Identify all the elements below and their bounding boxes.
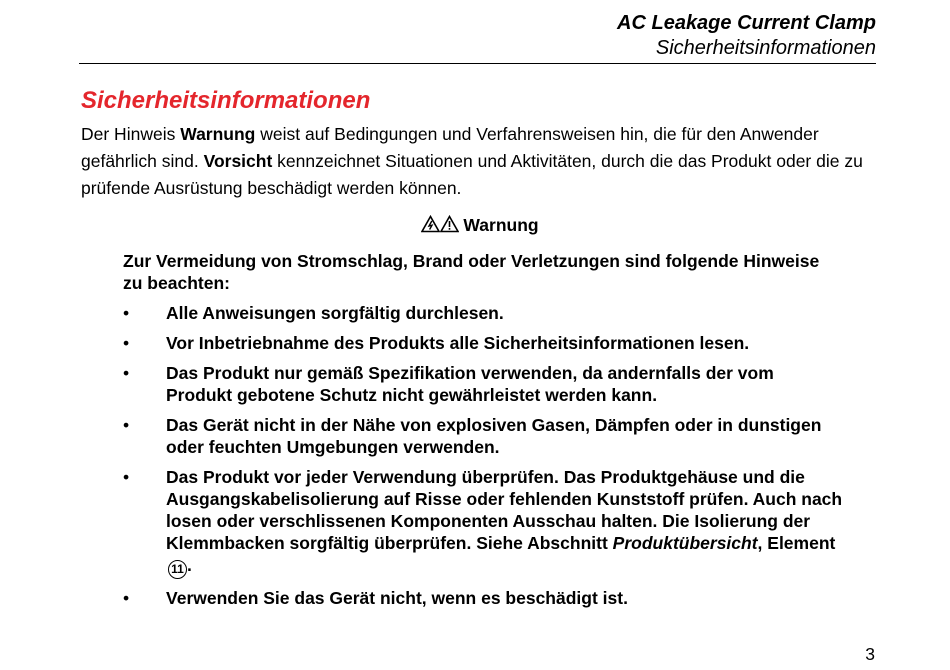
- intro-text-1: Der Hinweis: [81, 124, 181, 144]
- header-divider: [79, 63, 876, 64]
- term-warning: Warnung: [180, 124, 256, 144]
- warning-heading: [0, 212, 950, 241]
- page-header: [617, 11, 876, 61]
- list-item: [123, 362, 843, 406]
- list-item: [123, 466, 843, 579]
- bullet-dot: •: [123, 333, 130, 353]
- list-item-text: , Element: [757, 533, 836, 553]
- page-number: 3: [865, 644, 875, 664]
- warning-icons: [421, 215, 459, 241]
- list-item-text: Alle Anweisungen sorgfältig durchlesen.: [166, 303, 504, 323]
- shock-hazard-icon: [421, 215, 440, 233]
- bullet-dot: •: [123, 363, 130, 383]
- list-item: [123, 302, 843, 324]
- warning-label: Warnung: [463, 215, 539, 235]
- chapter-title: Sicherheitsinformationen: [655, 37, 876, 59]
- warning-lead-text: Zur Vermeidung von Stromschlag, Brand oder Verletzungen sind folgende Hinweise zu beachten:: [123, 251, 820, 293]
- list-item: [123, 332, 843, 354]
- caution-triangle-icon: [440, 215, 459, 233]
- warning-list: [123, 302, 843, 617]
- bullet-dot: •: [123, 467, 130, 487]
- list-item-text: Das Gerät nicht in der Nähe von explosiven Gasen, Dämpfen oder in dunstigen oder feuchten Umgebungen verwenden.: [166, 415, 822, 457]
- document-title: AC Leakage Current Clamp: [617, 12, 876, 34]
- list-item-text: Vor Inbetriebnahme des Produkts alle Sicherheitsinformationen lesen.: [166, 333, 750, 353]
- intro-text-2: weist auf Bedingungen und Verfahrensweisen hin, die für den Anwender gefährlich sind.: [81, 124, 819, 171]
- list-item-text: Das Produkt vor jeder Verwendung überprüfen. Das Produktgehäuse und die Ausgangskabelisolierung auf Risse oder fehlenden Kunststoff prüfen. Auch nach losen oder verschlissenen Komponenten Ausschau halten. Die Isolierung der Klemmbacken sorgfältig überprüfen. Siehe Abschnitt: [166, 467, 843, 553]
- list-item-text: Das Produkt nur gemäß Spezifikation verwenden, da andernfalls der vom Produkt gebotene Schutz nicht gewährleistet werden kann.: [166, 363, 774, 405]
- bullet-dot: •: [123, 415, 130, 435]
- intro-paragraph: [81, 121, 881, 202]
- intro-text-3: kennzeichnet Situationen und Aktivitäten, durch die das Produkt oder die zu prüfende Ausrüstung beschädigt werden können.: [81, 151, 863, 198]
- section-heading: Sicherheitsinformationen: [81, 87, 371, 114]
- list-item-text: Verwenden Sie das Gerät nicht, wenn es beschädigt ist.: [166, 588, 628, 608]
- list-item-text: .: [187, 555, 192, 575]
- bullet-dot: •: [123, 588, 130, 608]
- term-caution: Vorsicht: [203, 151, 273, 171]
- element-number-badge: 11: [168, 560, 187, 579]
- bullet-dot: •: [123, 303, 130, 323]
- list-item: [123, 414, 843, 458]
- list-item: [123, 587, 843, 609]
- section-reference: Produktübersicht: [612, 533, 758, 553]
